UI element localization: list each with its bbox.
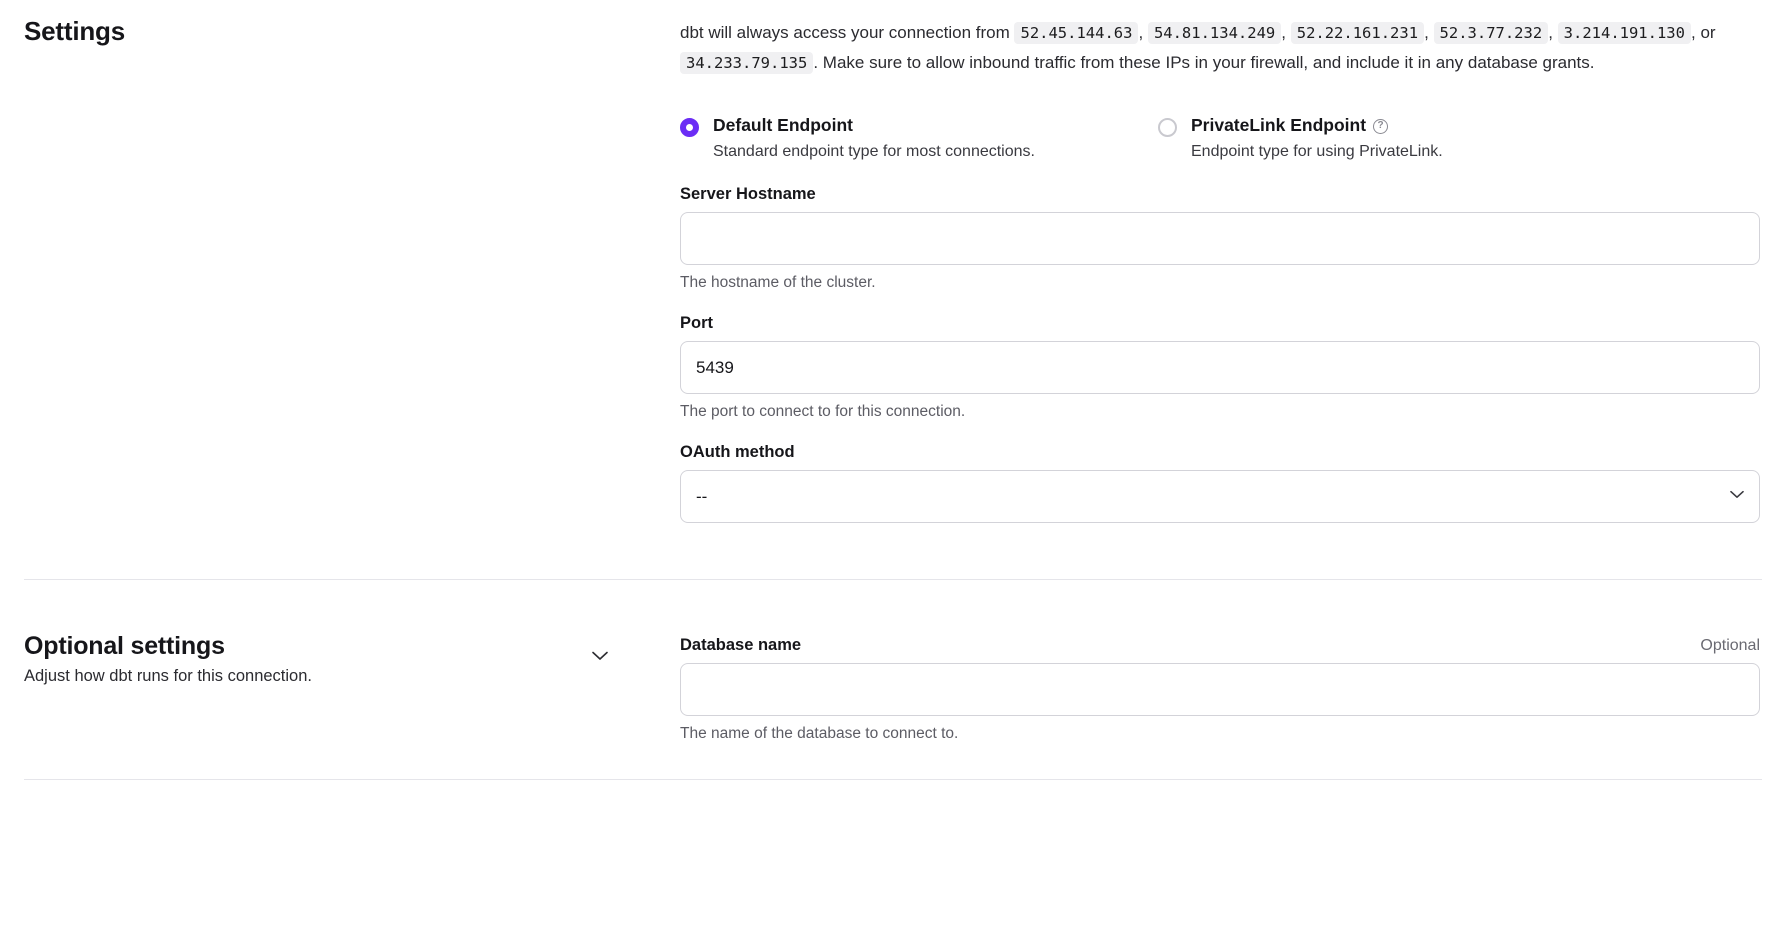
- field-oauth-method: [680, 443, 1760, 523]
- radio-default-endpoint[interactable]: [680, 118, 699, 137]
- optional-settings-form: [680, 632, 1760, 743]
- endpoint-default-description: Standard endpoint type for most connections.: [713, 143, 1035, 160]
- optional-settings-section: [0, 632, 1786, 743]
- endpoint-privatelink-label-text: PrivateLink Endpoint: [1191, 115, 1367, 135]
- ip-comma-4: ,: [1548, 23, 1553, 42]
- oauth-method-select[interactable]: [680, 470, 1760, 523]
- section-divider: [24, 579, 1762, 580]
- endpoint-type-radio-group: [680, 114, 1760, 163]
- help-icon[interactable]: ?: [1373, 119, 1388, 134]
- port-label: Port: [680, 314, 713, 332]
- database-name-label: Database name: [680, 636, 802, 654]
- bottom-divider: [24, 779, 1762, 780]
- ip-notice-suffix: Make sure to allow inbound traffic from these IPs in your firewall, and include it in any database grants.: [822, 53, 1595, 72]
- database-name-input[interactable]: [680, 663, 1760, 716]
- database-name-help: The name of the database to connect to.: [680, 725, 959, 742]
- ip-address-2: 54.81.134.249: [1148, 22, 1281, 44]
- ip-address-6: 34.233.79.135: [680, 52, 813, 74]
- server-hostname-label: Server Hostname: [680, 185, 816, 203]
- settings-form: [680, 0, 1760, 523]
- endpoint-default-label-text: Default Endpoint: [713, 115, 853, 135]
- page-title: Settings: [24, 16, 125, 46]
- server-hostname-input[interactable]: [680, 212, 1760, 265]
- optional-settings-title: Optional settings: [24, 632, 225, 660]
- ip-allowlist-notice: [680, 18, 1745, 78]
- ip-notice-prefix: dbt will always access your connection from: [680, 23, 1010, 42]
- database-name-optional-tag: Optional: [1700, 637, 1760, 654]
- field-port: [680, 314, 1760, 421]
- chevron-down-icon[interactable]: [592, 648, 608, 666]
- server-hostname-help: The hostname of the cluster.: [680, 274, 876, 291]
- ip-address-5: 3.214.191.130: [1558, 22, 1691, 44]
- port-help: The port to connect to for this connection.: [680, 403, 966, 420]
- ip-address-1: 52.45.144.63: [1014, 22, 1138, 44]
- radio-privatelink-endpoint[interactable]: [1158, 118, 1177, 137]
- endpoint-option-default[interactable]: [680, 114, 1158, 163]
- endpoint-privatelink-label: [1191, 114, 1443, 136]
- ip-comma-5: ,: [1690, 23, 1696, 42]
- ip-or-word: or: [1700, 23, 1716, 42]
- field-server-hostname: [680, 185, 1760, 292]
- settings-section-header: [24, 0, 680, 47]
- optional-settings-subtitle: Adjust how dbt runs for this connection.: [24, 667, 312, 685]
- ip-comma-1: ,: [1138, 23, 1144, 42]
- optional-settings-header[interactable]: [24, 632, 680, 686]
- oauth-method-select-wrapper: [680, 470, 1760, 523]
- database-name-label-row: [680, 636, 1760, 663]
- endpoint-privatelink-description: Endpoint type for using PrivateLink.: [1191, 143, 1443, 160]
- ip-comma-2: ,: [1281, 23, 1286, 42]
- ip-comma-3: ,: [1424, 23, 1429, 42]
- endpoint-default-texts: [713, 114, 1035, 163]
- endpoint-privatelink-texts: [1191, 114, 1443, 163]
- ip-period: .: [813, 53, 819, 72]
- endpoint-option-privatelink[interactable]: [1158, 114, 1636, 163]
- port-input[interactable]: [680, 341, 1760, 394]
- ip-address-3: 52.22.161.231: [1291, 22, 1424, 44]
- ip-address-4: 52.3.77.232: [1434, 22, 1549, 44]
- field-database-name: [680, 636, 1760, 743]
- endpoint-default-label: [713, 114, 1035, 136]
- oauth-method-label: OAuth method: [680, 443, 795, 461]
